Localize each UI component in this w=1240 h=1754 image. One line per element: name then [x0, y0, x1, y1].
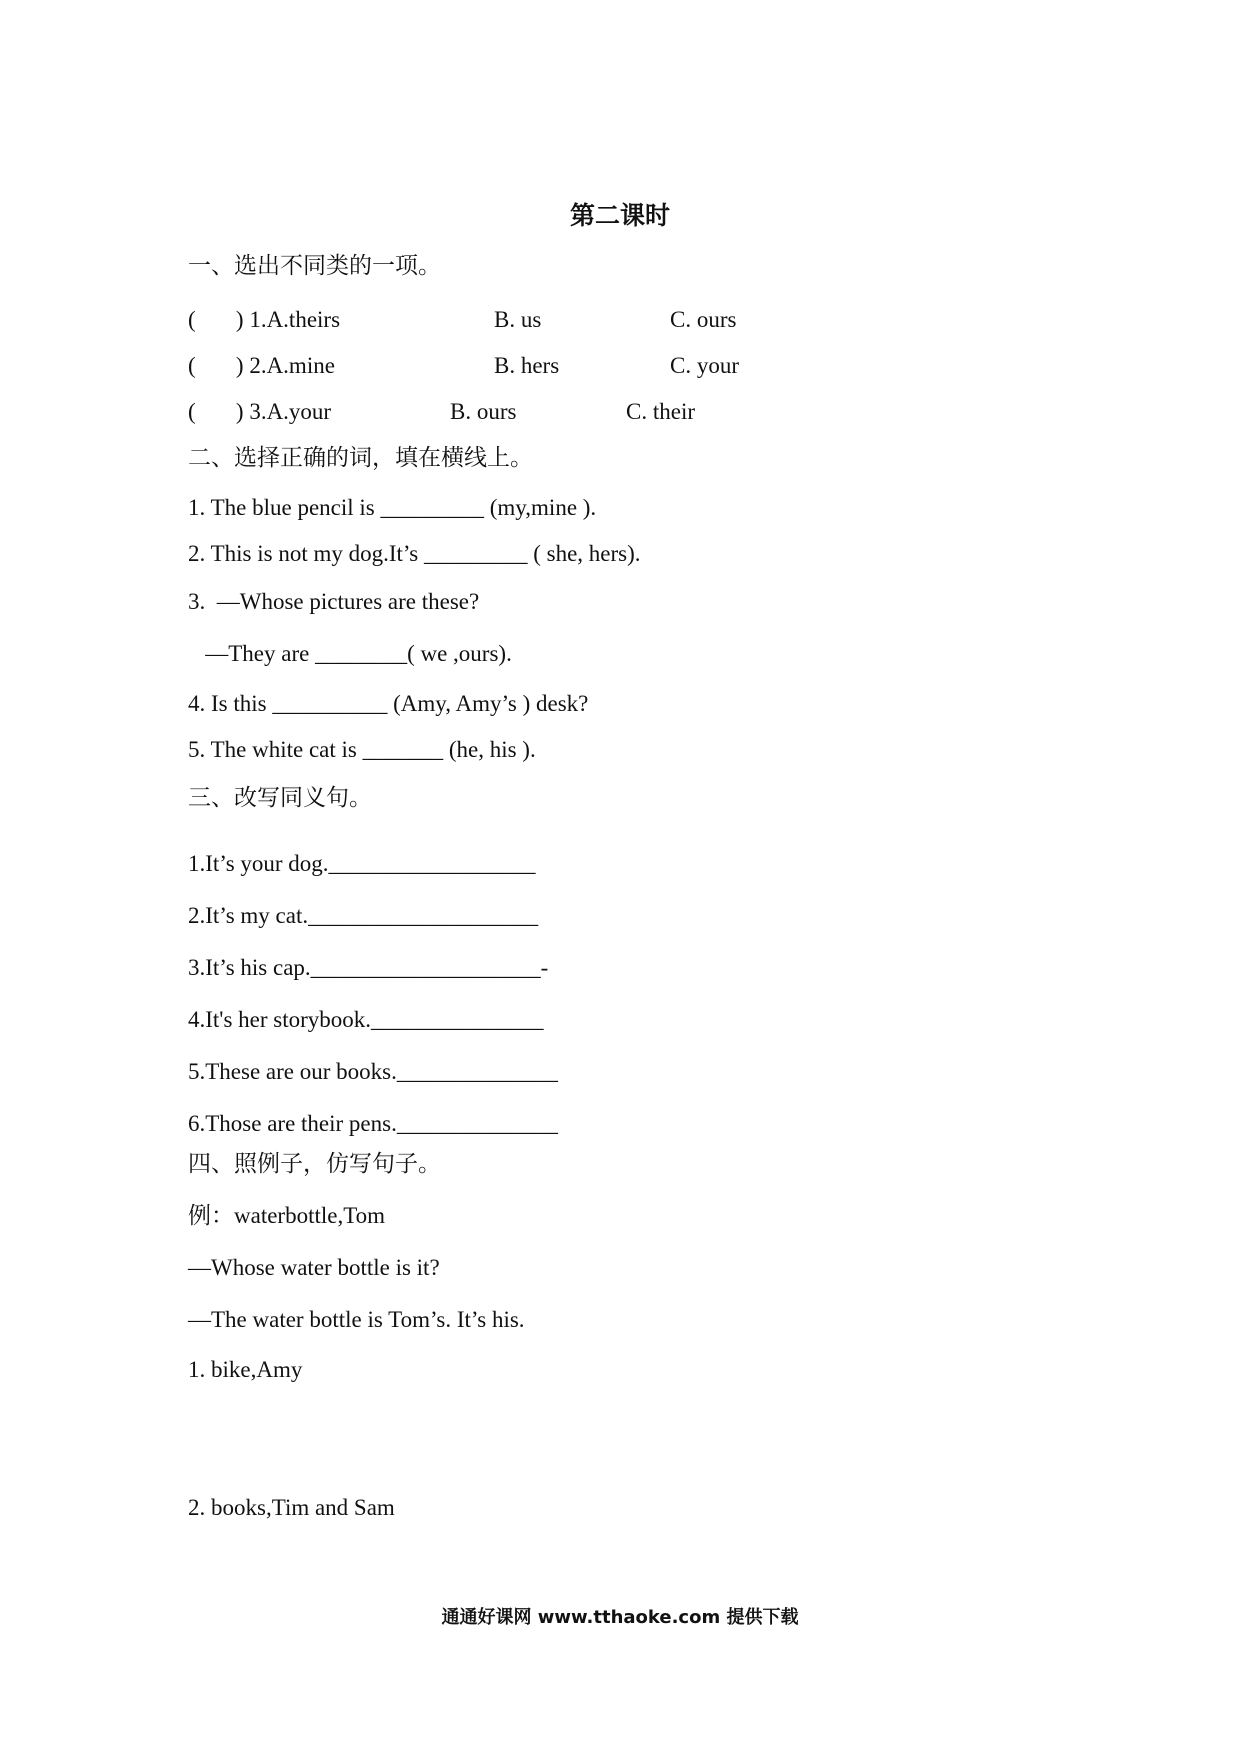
s1-row3-b: B. ours — [450, 399, 517, 424]
s3-item3: 3.It’s his cap.____________________- — [188, 955, 549, 980]
s1-row1-a: ( ) 1.A.theirs — [188, 307, 341, 332]
s3-item1: 1.It’s your dog.__________________ — [188, 851, 536, 876]
s2-item2: 2. This is not my dog.It’s _________ ( she, hers). — [188, 541, 641, 566]
section4-heading: 四、照例子，仿写句子。 — [188, 1151, 441, 1177]
s4-example: 例：waterbottle,Tom — [188, 1203, 386, 1228]
s4-example-question: —Whose water bottle is it? — [188, 1255, 440, 1280]
s3-item5: 5.These are our books.______________ — [188, 1059, 558, 1084]
footer-credit: 通通好课网 www.tthaoke.com 提供下载 — [441, 1607, 799, 1628]
section3-heading: 三、改写同义句。 — [188, 785, 372, 811]
section2-heading: 二、选择正确的词，填在横线上。 — [188, 445, 533, 471]
s2-item3: 3. —Whose pictures are these? — [188, 589, 480, 614]
s3-item2: 2.It’s my cat.____________________ — [188, 903, 539, 928]
s1-row2-a: ( ) 2.A.mine — [188, 353, 335, 378]
s1-row1-b: B. us — [494, 307, 542, 332]
s1-row1-c: C. ours — [670, 307, 737, 332]
s2-item3-answer: —They are ________( we ,ours). — [188, 641, 512, 666]
s1-row2-b: B. hers — [494, 353, 560, 378]
s4-item2: 2. books,Tim and Sam — [188, 1495, 395, 1520]
s4-item1: 1. bike,Amy — [188, 1357, 303, 1382]
s3-item4: 4.It's her storybook._______________ — [188, 1007, 544, 1032]
s1-row3-c: C. their — [626, 399, 695, 424]
page-title: 第二课时 — [569, 201, 670, 230]
s1-row2-c: C. your — [670, 353, 739, 378]
s3-item6: 6.Those are their pens.______________ — [188, 1111, 558, 1136]
s1-row3-a: ( ) 3.A.your — [188, 399, 332, 424]
s2-item5: 5. The white cat is _______ (he, his ). — [188, 737, 536, 762]
section1-heading: 一、选出不同类的一项。 — [188, 253, 441, 279]
s2-item4: 4. Is this __________ (Amy, Amy’s ) desk? — [188, 691, 589, 716]
s4-example-answer: —The water bottle is Tom’s. It’s his. — [188, 1307, 525, 1332]
s2-item1: 1. The blue pencil is _________ (my,mine ). — [188, 495, 597, 520]
